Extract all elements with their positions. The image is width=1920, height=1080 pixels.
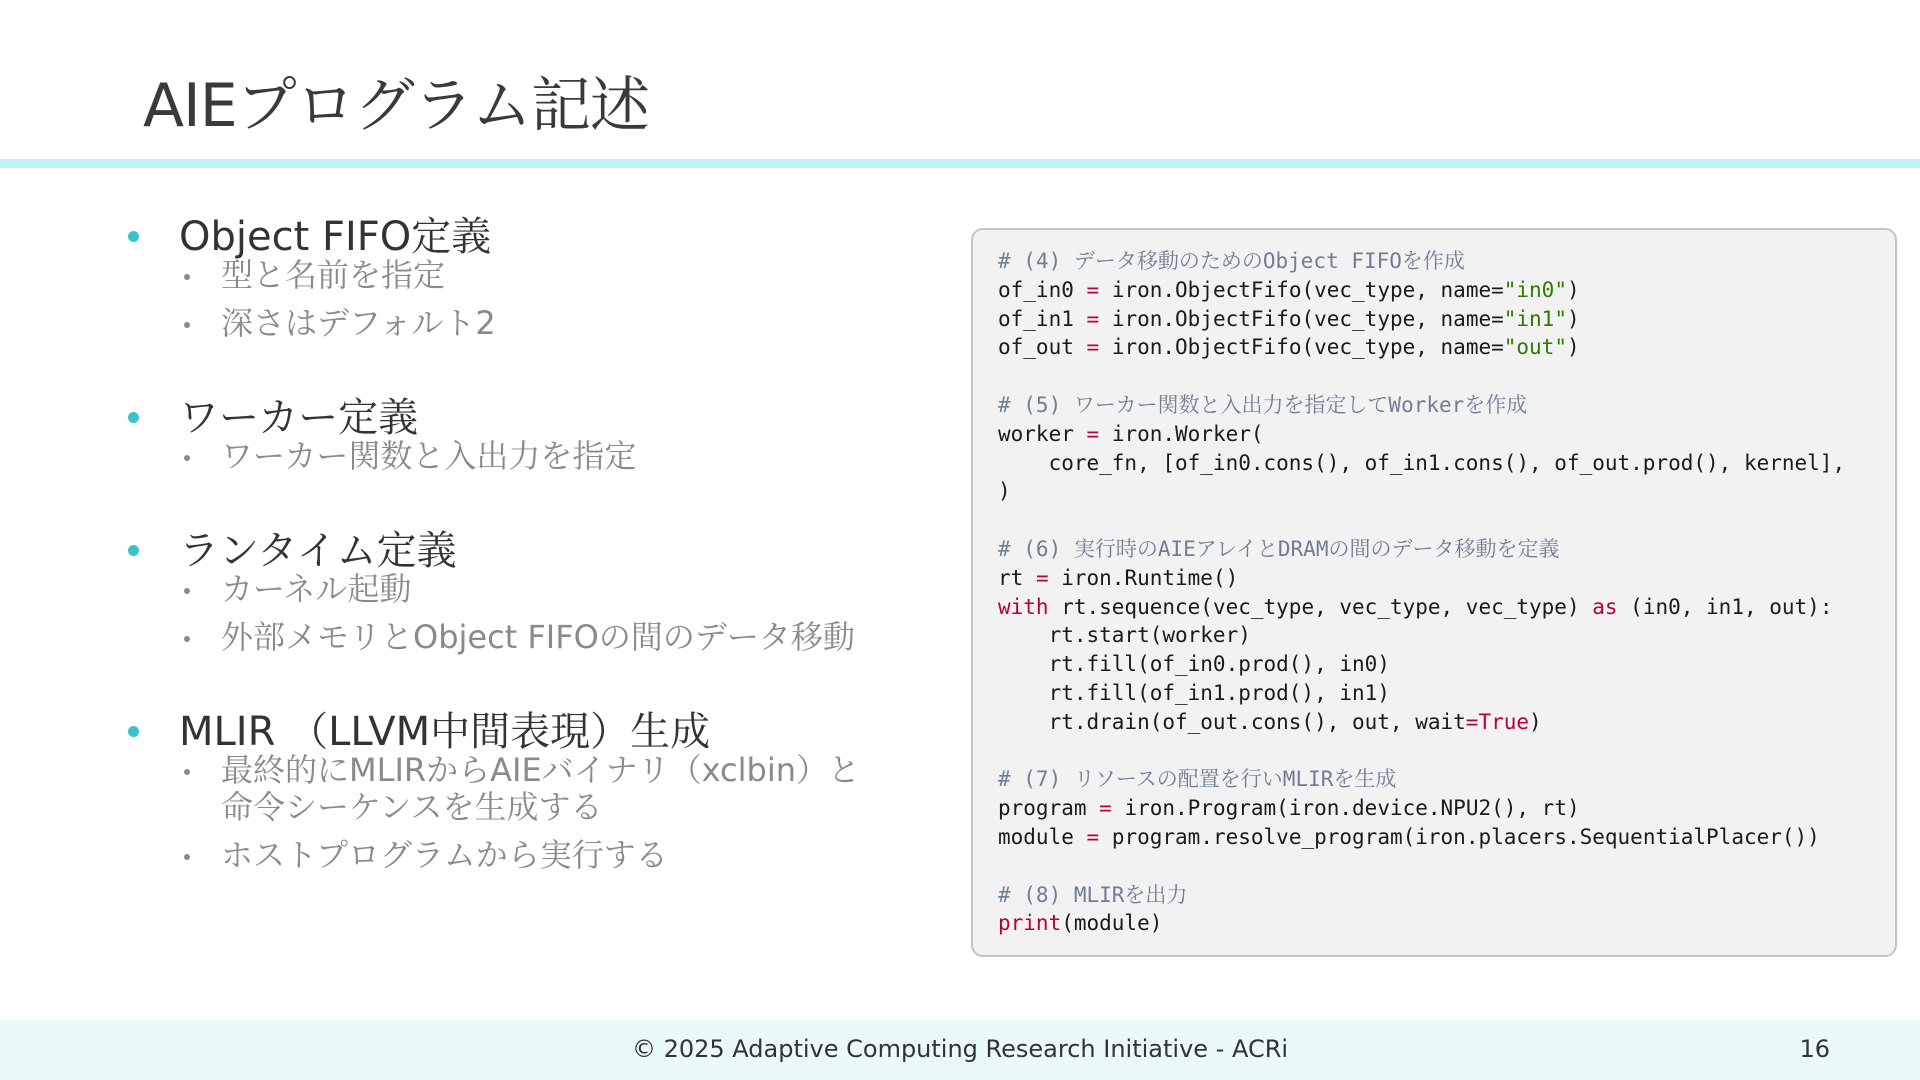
code-line (998, 362, 1845, 391)
code-token: iron.ObjectFifo(vec_type, name= (1099, 277, 1504, 302)
code-token: as (1592, 594, 1618, 619)
sub-bullet-dot-icon (184, 274, 190, 280)
sub-bullet-dot-icon (184, 322, 190, 328)
bullet-heading (128, 205, 908, 260)
sub-bullet-dot-icon (184, 854, 190, 860)
sub-bullet-text: カーネル起動 (221, 570, 412, 608)
code-line (998, 881, 1845, 910)
sub-bullet (184, 571, 908, 608)
code-token: program (998, 796, 1100, 821)
sub-bullet-dot-icon (184, 636, 190, 642)
code-token: = (1035, 565, 1049, 590)
code-line (998, 477, 1845, 506)
code-line (998, 708, 1845, 737)
sub-bullet (184, 752, 908, 826)
code-token: rt.drain(of_out.cons(), out, wait (998, 709, 1466, 734)
code-line (998, 679, 1845, 708)
code-token: = (1465, 709, 1479, 734)
code-token: = (1086, 277, 1100, 302)
code-line (998, 909, 1845, 938)
code-token: rt.fill(of_in0.prod(), in0) (998, 652, 1390, 677)
bullet-dot-icon (128, 231, 139, 242)
code-line (998, 564, 1845, 593)
code-token: # (5) ワーカー関数と入出力を指定してWorkerを作成 (998, 392, 1528, 417)
title-divider (0, 159, 1920, 168)
bullet-heading-text: MLIR （LLVM中間表現）生成 (179, 709, 711, 755)
code-token: # (6) 実行時のAIEアレイとDRAMの間のデータ移動を定義 (998, 536, 1560, 561)
footer-copyright: © 2025 Adaptive Computing Research Initiative - ACRi (631, 1035, 1289, 1063)
code-line (998, 794, 1845, 823)
code-line (998, 506, 1845, 535)
code-line (998, 420, 1845, 449)
code-token: iron.ObjectFifo(vec_type, name= (1099, 306, 1504, 331)
bullet-section (128, 519, 908, 656)
sub-bullet (184, 438, 908, 475)
code-token: True (1478, 709, 1530, 734)
code-token: worker (998, 421, 1087, 446)
code-line (998, 535, 1845, 564)
code-token: # (4) データ移動のためのObject FIFOを作成 (998, 249, 1465, 273)
code-line (998, 305, 1845, 334)
bullet-dot-icon (128, 412, 139, 423)
code-token: module (998, 824, 1087, 849)
code-token: program.resolve_program(iron.placers.SequentialPlacer()) (1099, 824, 1820, 849)
code-token: = (1086, 421, 1100, 446)
code-line (998, 333, 1845, 362)
code-token: iron.Program(iron.device.NPU2(), rt) (1111, 796, 1580, 821)
code-line (998, 247, 1845, 276)
code-token: = (1086, 335, 1100, 360)
code-token: rt.sequence(vec_type, vec_type, vec_type) (1048, 594, 1593, 619)
code-token: core_fn, [of_in0.cons(), of_in1.cons(), of_out.prod(), kernel], (998, 450, 1846, 475)
sub-bullet (184, 257, 908, 294)
code-token: "in1" (1503, 306, 1567, 331)
bullet-heading-text: ワーカー定義 (179, 395, 419, 441)
sub-bullet-text: 型と名前を指定 (221, 256, 446, 294)
code-token: iron.ObjectFifo(vec_type, name= (1099, 335, 1504, 360)
footer (0, 1020, 1920, 1080)
code-token: ) (1566, 335, 1580, 360)
code-token: print (998, 911, 1062, 936)
code-line (998, 823, 1845, 852)
code-line (998, 650, 1845, 679)
code-token: ) (1566, 277, 1580, 302)
sub-bullet (184, 837, 908, 874)
code-token: "in0" (1503, 277, 1567, 302)
code-token: iron.Runtime() (1048, 565, 1239, 590)
sub-bullet (184, 305, 908, 342)
bullet-section (128, 386, 908, 475)
code-token: with (998, 594, 1049, 619)
code-token: of_out (998, 335, 1087, 360)
code-token: (in0, in1, out): (1617, 594, 1833, 619)
code-line (998, 765, 1845, 794)
code-token: of_in1 (998, 306, 1087, 331)
code-token: iron.Worker( (1099, 421, 1264, 446)
sub-bullet-text: 最終的にMLIRからAIEバイナリ（xclbin）と命令シーケンスを生成する (221, 751, 861, 826)
code-token: rt (998, 565, 1036, 590)
code-token: # (8) MLIRを出力 (998, 882, 1188, 907)
code-token: ) (1566, 306, 1580, 331)
bullet-heading (128, 386, 908, 441)
code-line (998, 276, 1845, 305)
bullet-heading (128, 519, 908, 574)
bullet-heading (128, 700, 908, 755)
bullet-heading-text: ランタイム定義 (179, 528, 457, 574)
code-line (998, 737, 1845, 766)
sub-bullet-text: ホストプログラムから実行する (221, 836, 668, 874)
code-token: (module) (1061, 911, 1163, 936)
code-line (998, 391, 1845, 420)
code-token: = (1086, 824, 1100, 849)
code-token: ) (1529, 709, 1542, 734)
bullet-heading-text: Object FIFO定義 (179, 214, 492, 260)
sub-bullet-dot-icon (184, 455, 190, 461)
sub-bullet-text: 外部メモリとObject FIFOの間のデータ移動 (221, 618, 855, 656)
code-line (998, 593, 1845, 622)
code-token: # (7) リソースの配置を行いMLIRを生成 (998, 767, 1397, 792)
page-number: 16 (1799, 1035, 1830, 1063)
bullet-section (128, 700, 908, 874)
code-token: of_in0 (998, 277, 1087, 302)
bullet-dot-icon (128, 726, 139, 737)
code-token: = (1086, 306, 1100, 331)
code-token: rt.start(worker) (998, 623, 1251, 648)
bullet-section (128, 205, 908, 342)
code-line (998, 852, 1845, 881)
bullet-dot-icon (128, 545, 139, 556)
slide-title: AIEプログラム記述 (143, 71, 650, 141)
bullet-list (128, 205, 908, 885)
code-block (971, 228, 1897, 957)
code-listing (998, 247, 1845, 938)
sub-bullet-dot-icon (184, 769, 190, 775)
sub-bullet (184, 619, 908, 656)
code-token: = (1099, 796, 1112, 821)
sub-bullet-text: 深さはデフォルト2 (221, 304, 496, 342)
sub-bullet-text: ワーカー関数と入出力を指定 (221, 437, 637, 475)
code-token: ) (998, 479, 1011, 504)
code-line (998, 449, 1845, 478)
code-token: rt.fill(of_in1.prod(), in1) (998, 680, 1390, 705)
sub-bullet-dot-icon (184, 588, 190, 594)
code-line (998, 621, 1845, 650)
code-token: "out" (1503, 335, 1567, 360)
